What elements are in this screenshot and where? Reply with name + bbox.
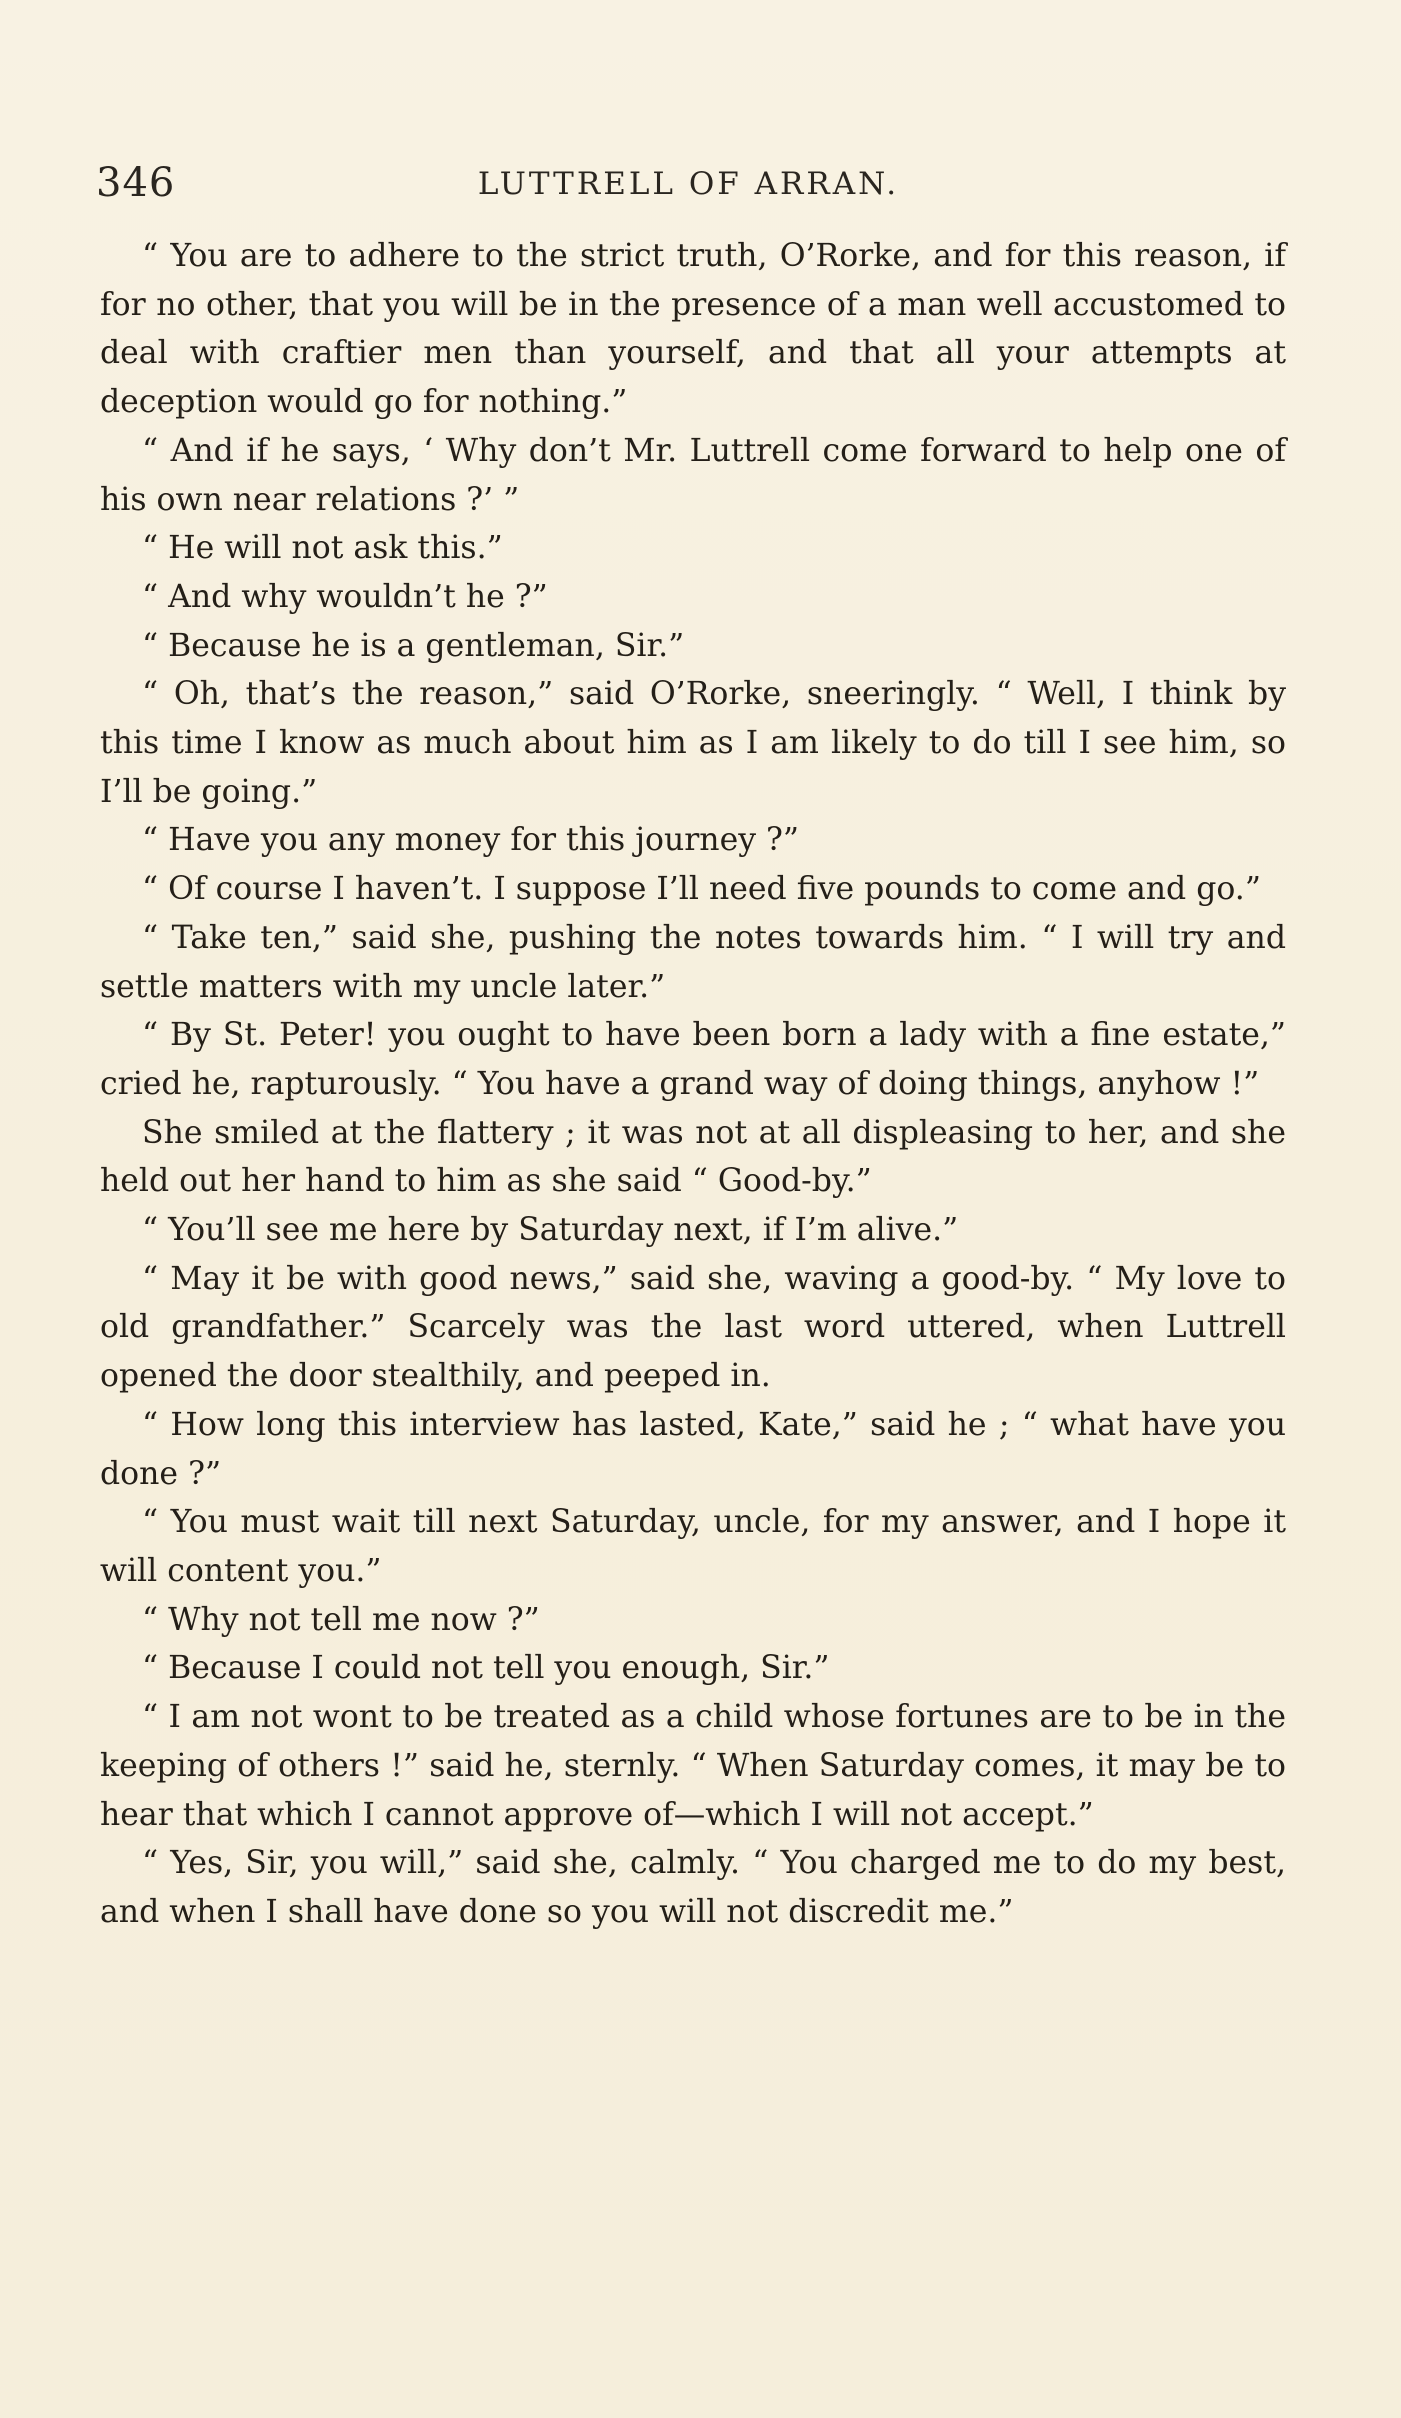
paragraph: “ He will not ask this.” xyxy=(142,530,503,567)
paragraph: “ Oh, that’s the reason,” said O’Rorke, sneeringly. “ Well, I think by this time I know as much about him as I am likely to do till I see him, so I’ll be going.” xyxy=(100,676,1286,810)
paragraph: “ By St. Peter! you ought to have been born a lady with a fine estate,” cried he, rapturously. “ You have a grand way of doing things, anyhow !” xyxy=(100,1017,1286,1102)
body-text xyxy=(100,232,1286,1937)
paragraph: “ And why wouldn’t he ?” xyxy=(142,578,548,615)
paragraph: “ I am not wont to be treated as a child whose fortunes are to be in the keeping of others !” said he, sternly. “ When Saturday comes, it may be to hear that which I cannot approve of—which I will not accept.” xyxy=(100,1699,1286,1833)
paragraph: “ Take ten,” said she, pushing the notes towards him. “ I will try and settle matters with my uncle later.” xyxy=(100,919,1286,1005)
page-header xyxy=(96,160,1281,210)
paragraph: “ May it be with good news,” said she, waving a good-by. “ My love to old grandfather.” Scarcely was the last word uttered, when Luttrell opened the door stealthily, and peeped in. xyxy=(100,1260,1286,1395)
paragraph: “ You are to adhere to the strict truth, O’Rorke, and for this reason, if for no other, that you will be in the presence of a man well accustomed to deal with craftier men than yourself, and that all your attempts at deception would go for nothing.” xyxy=(100,238,1286,421)
paragraph: “ Have you any money for this journey ?” xyxy=(142,822,800,859)
paragraph: “ You’ll see me here by Saturday next, if I’m alive.” xyxy=(142,1212,959,1249)
paragraph: “ Because he is a gentleman, Sir.” xyxy=(142,627,685,664)
paragraph: “ You must wait till next Saturday, uncle, for my answer, and I hope it will content you.” xyxy=(100,1504,1286,1589)
paragraph: She smiled at the flattery ; it was not at all displeasing to her, and she held out her hand to him as she said “ Good-by.” xyxy=(100,1114,1286,1200)
paragraph: “ Because I could not tell you enough, Sir.” xyxy=(142,1650,830,1687)
paragraph: “ Yes, Sir, you will,” said she, calmly. “ You charged me to do my best, and when I shall have done so you will not discredit me.” xyxy=(100,1845,1286,1930)
paragraph: “ Why not tell me now ?” xyxy=(142,1601,540,1638)
paragraph: “ How long this interview has lasted, Kate,” said he ; “ what have you done ?” xyxy=(100,1406,1286,1492)
page-number: 346 xyxy=(96,160,176,206)
paragraph: “ Of course I haven’t. I suppose I’ll need five pounds to come and go.” xyxy=(142,871,1261,908)
paragraph: “ And if he says, ‘ Why don’t Mr. Luttrell come forward to help one of his own near relations ?’ ” xyxy=(100,432,1286,518)
running-title: LUTTRELL OF ARRAN. xyxy=(477,166,900,202)
